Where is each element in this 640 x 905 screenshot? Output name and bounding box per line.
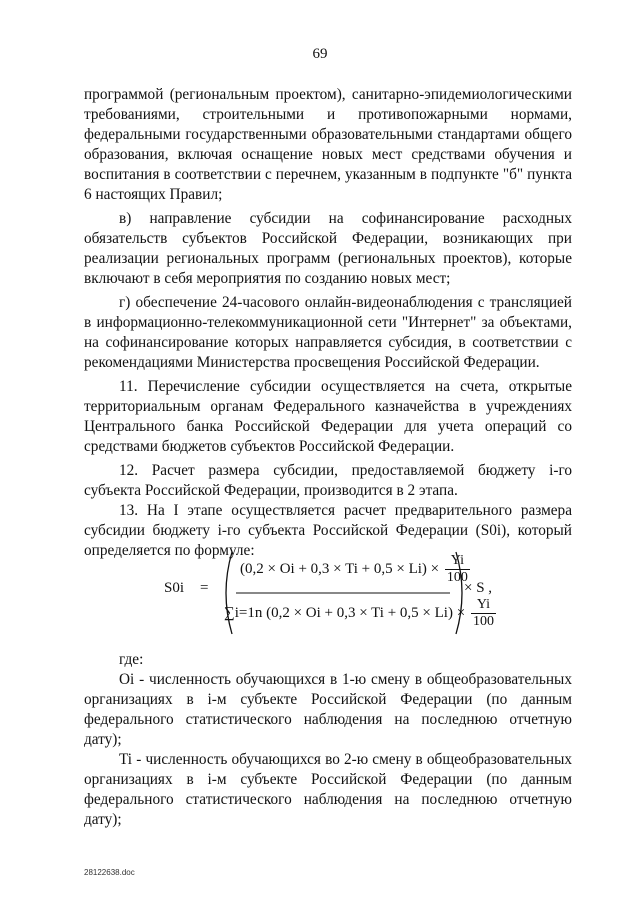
where-label: где: — [119, 651, 144, 668]
formula-numerator-text: (0,2 × Oi + 0,3 × Ti + 0,5 × Li) × — [240, 560, 440, 577]
hundred-label: 100 — [446, 570, 468, 585]
page-number: 69 — [312, 46, 328, 62]
formula-lhs: S0i — [164, 580, 185, 596]
formula-equals: = — [200, 580, 209, 596]
formula-numerator — [240, 553, 470, 586]
document-body — [84, 85, 572, 561]
paragraph-13: 13. На I этапе осуществляется расчет предварительного размера субсидии бюджету i-го субъекта Российской Федерации (S0i), который определяется по формуле: — [84, 502, 572, 559]
formula-tail: × S , — [464, 580, 493, 596]
yi-label-bottom: Yi — [471, 597, 496, 614]
paragraph-12: 12. Расчет размера субсидии, предоставляемой бюджету i-го субъекта Российской Федерации, производится в 2 этапа. — [84, 462, 572, 499]
paragraph-item-v: в) направление субсидии на софинансирование расходных обязательств субъектов Российской Федерации, возникающих при реализации региональных программ (региональных проектов), которые включают в себя мероприятия по созданию новых мест; — [84, 210, 572, 287]
yi-fraction-bottom — [471, 597, 496, 630]
definition-ti: Ti - численность обучающихся во 2-ю смену в общеобразовательных организациях в i-м субъекте Российской Федерации (по данным федерального статистического наблюдения на последнюю отчетную дату); — [84, 751, 572, 828]
footer-filename: 28122638.doc — [84, 868, 135, 877]
paragraph-item-g: г) обеспечение 24-часового онлайн-видеонаблюдения с трансляцией в информационно-телекоммуникационной сети "Интернет" за объектами, на софинансирование которых направляется субсидия, в соответствии с рекомендациями Министерства просвещения Российской Федерации. — [84, 294, 572, 371]
definition-oi: Oi - численность обучающихся в 1-ю смену в общеобразовательных организациях в i-м субъекте Российской Федерации (по данным федерального статистического наблюдения на последнюю отчетную дату); — [84, 671, 572, 748]
subsidy-formula — [150, 548, 570, 638]
yi-label: Yi — [445, 553, 470, 570]
paragraph-continuation: программой (региональным проектом), санитарно-эпидемиологическими требованиями, строительными и противопожарными нормами, федеральными государственными образовательными стандартами общего образования, включая оснащение новых мест средствами обучения и воспитания в соответствии с перечнем, указанным в подпункте "б" пункта 6 настоящих Правил; — [84, 86, 572, 203]
hundred-label-bottom: 100 — [472, 614, 494, 629]
formula-denominator-text: ∑i=1n (0,2 × Oi + 0,3 × Ti + 0,5 × Li) × — [224, 604, 466, 621]
definitions-section — [84, 650, 572, 830]
paragraph-11: 11. Перечисление субсидии осуществляется на счета, открытые территориальным органам Федерального казначейства в учреждениях Центрального банка Российской Федерации для учета операций со средствами бюджетов субъектов Российской Федерации. — [84, 378, 572, 455]
formula-denominator — [224, 597, 496, 630]
